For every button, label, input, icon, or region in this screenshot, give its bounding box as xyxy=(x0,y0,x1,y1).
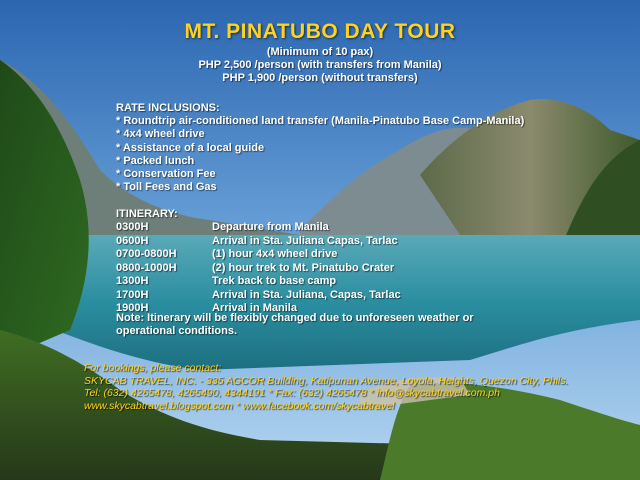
itinerary-desc: (1) hour 4x4 wheel drive xyxy=(212,248,338,261)
itinerary-time: 0300H xyxy=(116,221,149,234)
inclusions-heading: RATE INCLUSIONS: xyxy=(116,102,220,114)
itinerary-row xyxy=(116,221,329,235)
itinerary-time: 1700H xyxy=(116,288,149,301)
itinerary-desc: Arrival in Sta. Juliana Capas, Tarlac xyxy=(212,234,398,247)
itinerary-row xyxy=(116,261,395,276)
inclusion-item: * Roundtrip air-conditioned land transfer (Manila-Pinatubo Base Camp-Manila) xyxy=(116,115,525,128)
itinerary-desc: Trek back to base camp xyxy=(212,275,337,288)
booking-contact xyxy=(84,362,568,412)
itinerary-row xyxy=(116,234,398,249)
price-with-transfers: PHP 2,500 /person (with transfers from Manila) xyxy=(198,59,442,71)
contact-phone-fax-email: Tel: (632) 4265478, 4265490, 4344191 * Fax: (632) 4265478 * info@skycabtravel.com.ph xyxy=(84,387,500,400)
itinerary xyxy=(116,208,401,316)
itinerary-time: 1900H xyxy=(116,302,149,315)
inclusion-item: * 4x4 wheel drive xyxy=(116,128,205,141)
minimum-pax: (Minimum of 10 pax) xyxy=(266,46,374,58)
itinerary-desc: Arrival in Sta. Juliana, Capas, Tarlac xyxy=(212,288,401,301)
note-line: operational conditions. xyxy=(116,325,238,337)
itinerary-time: 0600H xyxy=(116,234,149,247)
price-without-transfers: PHP 1,900 /person (without transfers) xyxy=(222,72,418,84)
page-title: MT. PINATUBO DAY TOUR xyxy=(184,20,456,43)
itinerary-row xyxy=(116,248,338,262)
inclusion-item: * Conservation Fee xyxy=(116,168,216,181)
itinerary-row xyxy=(116,275,337,289)
itinerary-time: 1300H xyxy=(116,275,149,288)
inclusion-item: * Toll Fees and Gas xyxy=(116,181,217,194)
itinerary-time: 0800-1000H xyxy=(116,261,177,274)
itinerary-time: 0700-0800H xyxy=(116,248,177,261)
itinerary-desc: Departure from Manila xyxy=(212,221,329,234)
note-line: Note: Itinerary will be flexibly changed due to unforeseen weather or xyxy=(116,312,474,324)
itinerary-desc: (2) hour trek to Mt. Pinatubo Crater xyxy=(212,261,395,274)
itinerary-note xyxy=(116,312,474,338)
itinerary-desc: Arrival in Manila xyxy=(212,302,297,315)
itinerary-heading: ITINERARY: xyxy=(116,208,178,220)
contact-intro: For bookings, please contact: xyxy=(84,362,222,374)
rate-inclusions xyxy=(116,102,524,194)
contact-address: SKYCAB TRAVEL, INC. - 335 AGCOR Building, Katipunan Avenue, Loyola, Heights, Quezon City, Phils. xyxy=(84,374,569,387)
inclusion-item: * Assistance of a local guide xyxy=(116,141,265,154)
inclusion-item: * Packed lunch xyxy=(116,154,195,167)
contact-websites: www.skycabtravel.blogspot.com * www.facebook.com/skycabtravel xyxy=(84,399,395,412)
itinerary-row xyxy=(116,288,401,303)
